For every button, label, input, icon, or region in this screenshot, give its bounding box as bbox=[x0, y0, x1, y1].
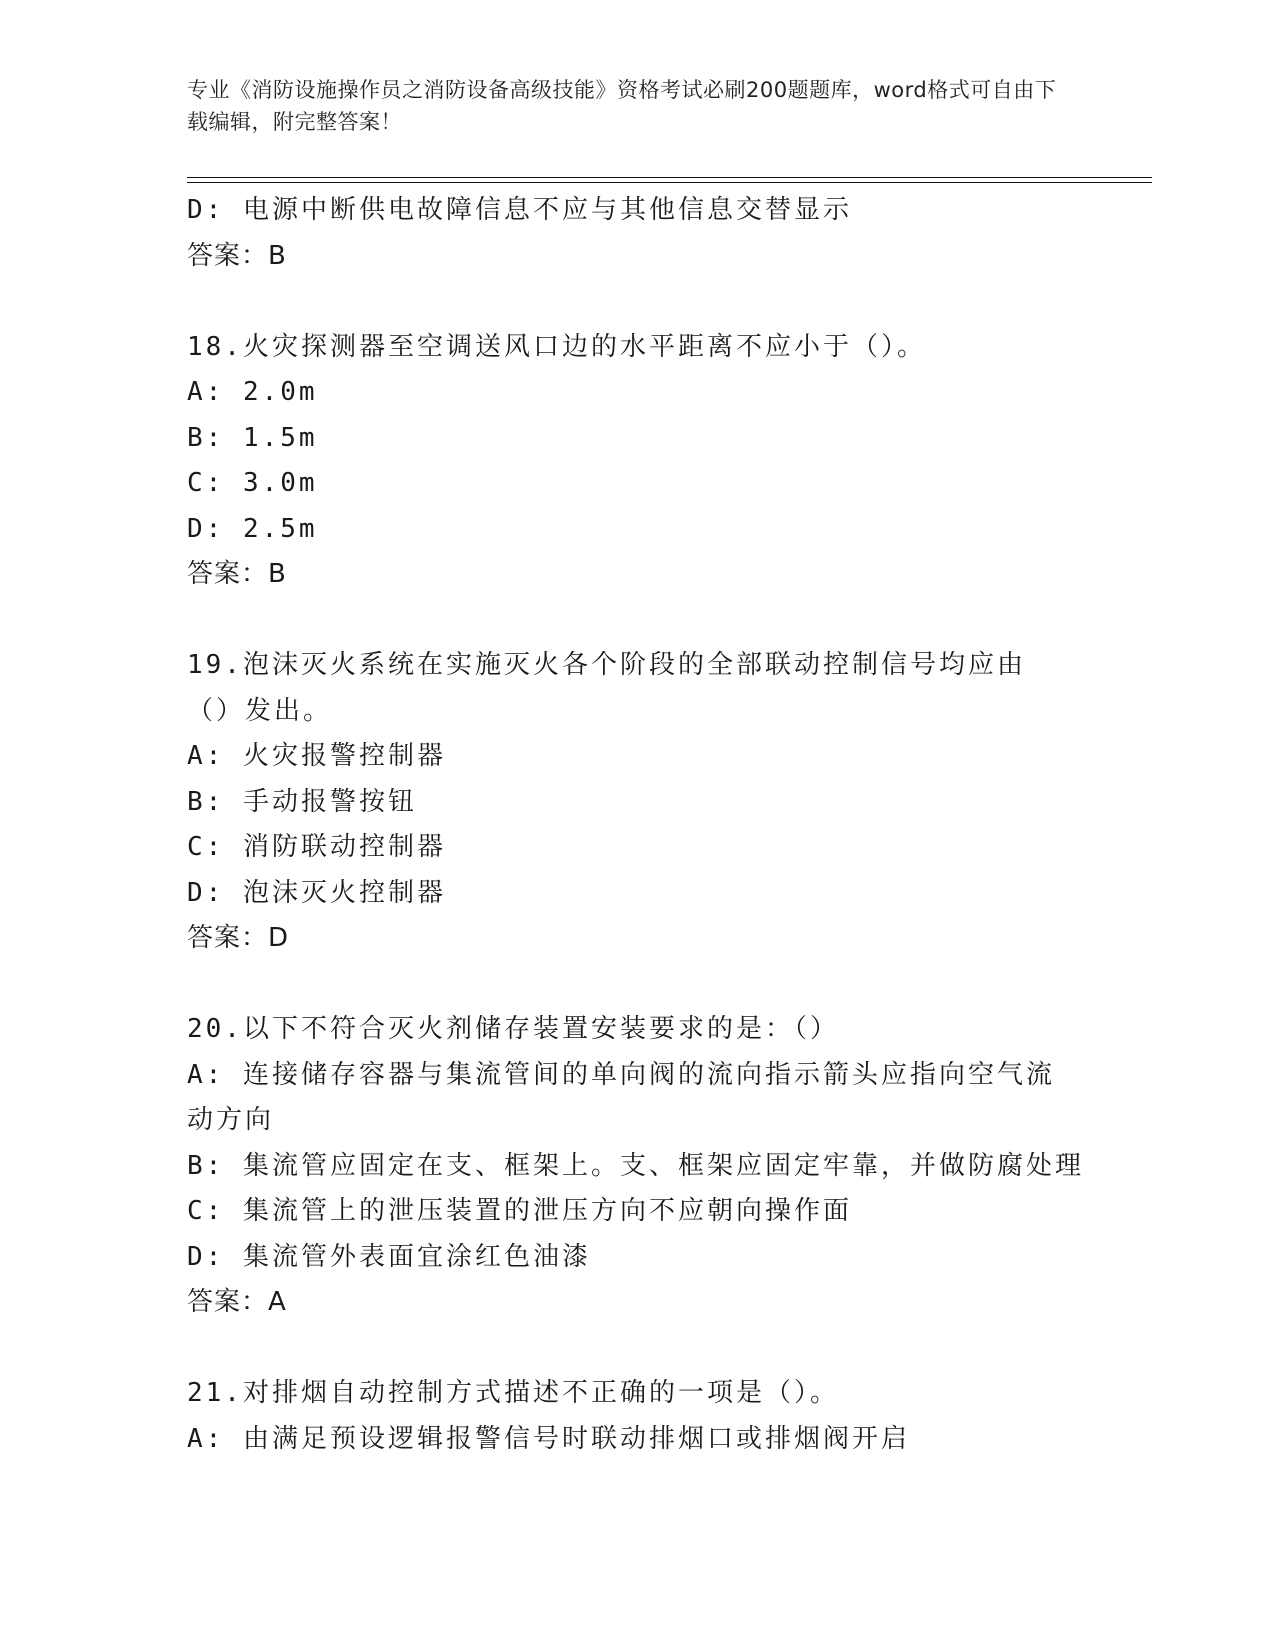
option-c: C: 集流管上的泄压装置的泄压方向不应朝向操作面 bbox=[187, 1196, 852, 1226]
header-rule-top bbox=[187, 177, 1152, 178]
option-c: C: 3.0m bbox=[187, 468, 318, 498]
document-header bbox=[187, 74, 1067, 138]
option-d: D: 电源中断供电故障信息不应与其他信息交替显示 bbox=[187, 195, 852, 225]
option-a: A: 2.0m bbox=[187, 377, 318, 407]
answer: 答案：A bbox=[187, 1287, 287, 1317]
question-19 bbox=[187, 643, 1087, 962]
spacer bbox=[187, 1326, 1087, 1372]
question-21 bbox=[187, 1371, 1087, 1462]
header-rule-bottom bbox=[187, 182, 1152, 183]
answer: 答案：D bbox=[187, 923, 290, 953]
spacer bbox=[187, 279, 1087, 325]
spacer bbox=[187, 962, 1087, 1008]
answer: 答案：B bbox=[187, 240, 287, 271]
answer: 答案：B bbox=[187, 559, 287, 589]
question-20 bbox=[187, 1007, 1087, 1326]
option-b: B: 集流管应固定在支、框架上。支、框架应固定牢靠，并做防腐处理 bbox=[187, 1150, 1084, 1181]
question-stem: 19.泡沫灭火系统在实施灭火各个阶段的全部联动控制信号均应由（）发出。 bbox=[187, 650, 1026, 726]
header-text: 专业《消防设施操作员之消防设备高级技能》资格考试必刷200题题库，word格式可自由下载编辑，附完整答案！ bbox=[187, 78, 1057, 134]
option-d: D: 2.5m bbox=[187, 513, 318, 544]
question-list bbox=[187, 188, 1087, 1462]
question-18 bbox=[187, 325, 1087, 598]
option-a: A: 火灾报警控制器 bbox=[187, 741, 446, 771]
option-a: A: 连接储存容器与集流管间的单向阀的流向指示箭头应指向空气流动方向 bbox=[187, 1059, 1055, 1135]
previous-question-tail bbox=[187, 188, 1087, 279]
question-stem: 18.火灾探测器至空调送风口边的水平距离不应小于（）。 bbox=[187, 331, 926, 362]
question-stem: 20.以下不符合灭火剂储存装置安装要求的是：（） bbox=[187, 1014, 839, 1044]
option-d: D: 泡沫灭火控制器 bbox=[187, 877, 446, 908]
option-a: A: 由满足预设逻辑报警信号时联动排烟口或排烟阀开启 bbox=[187, 1423, 910, 1454]
option-c: C: 消防联动控制器 bbox=[187, 832, 446, 862]
question-stem: 21.对排烟自动控制方式描述不正确的一项是（）。 bbox=[187, 1378, 839, 1408]
spacer bbox=[187, 598, 1087, 644]
option-d: D: 集流管外表面宜涂红色油漆 bbox=[187, 1241, 591, 1272]
option-b: B: 手动报警按钮 bbox=[187, 786, 417, 817]
option-b: B: 1.5m bbox=[187, 422, 318, 453]
